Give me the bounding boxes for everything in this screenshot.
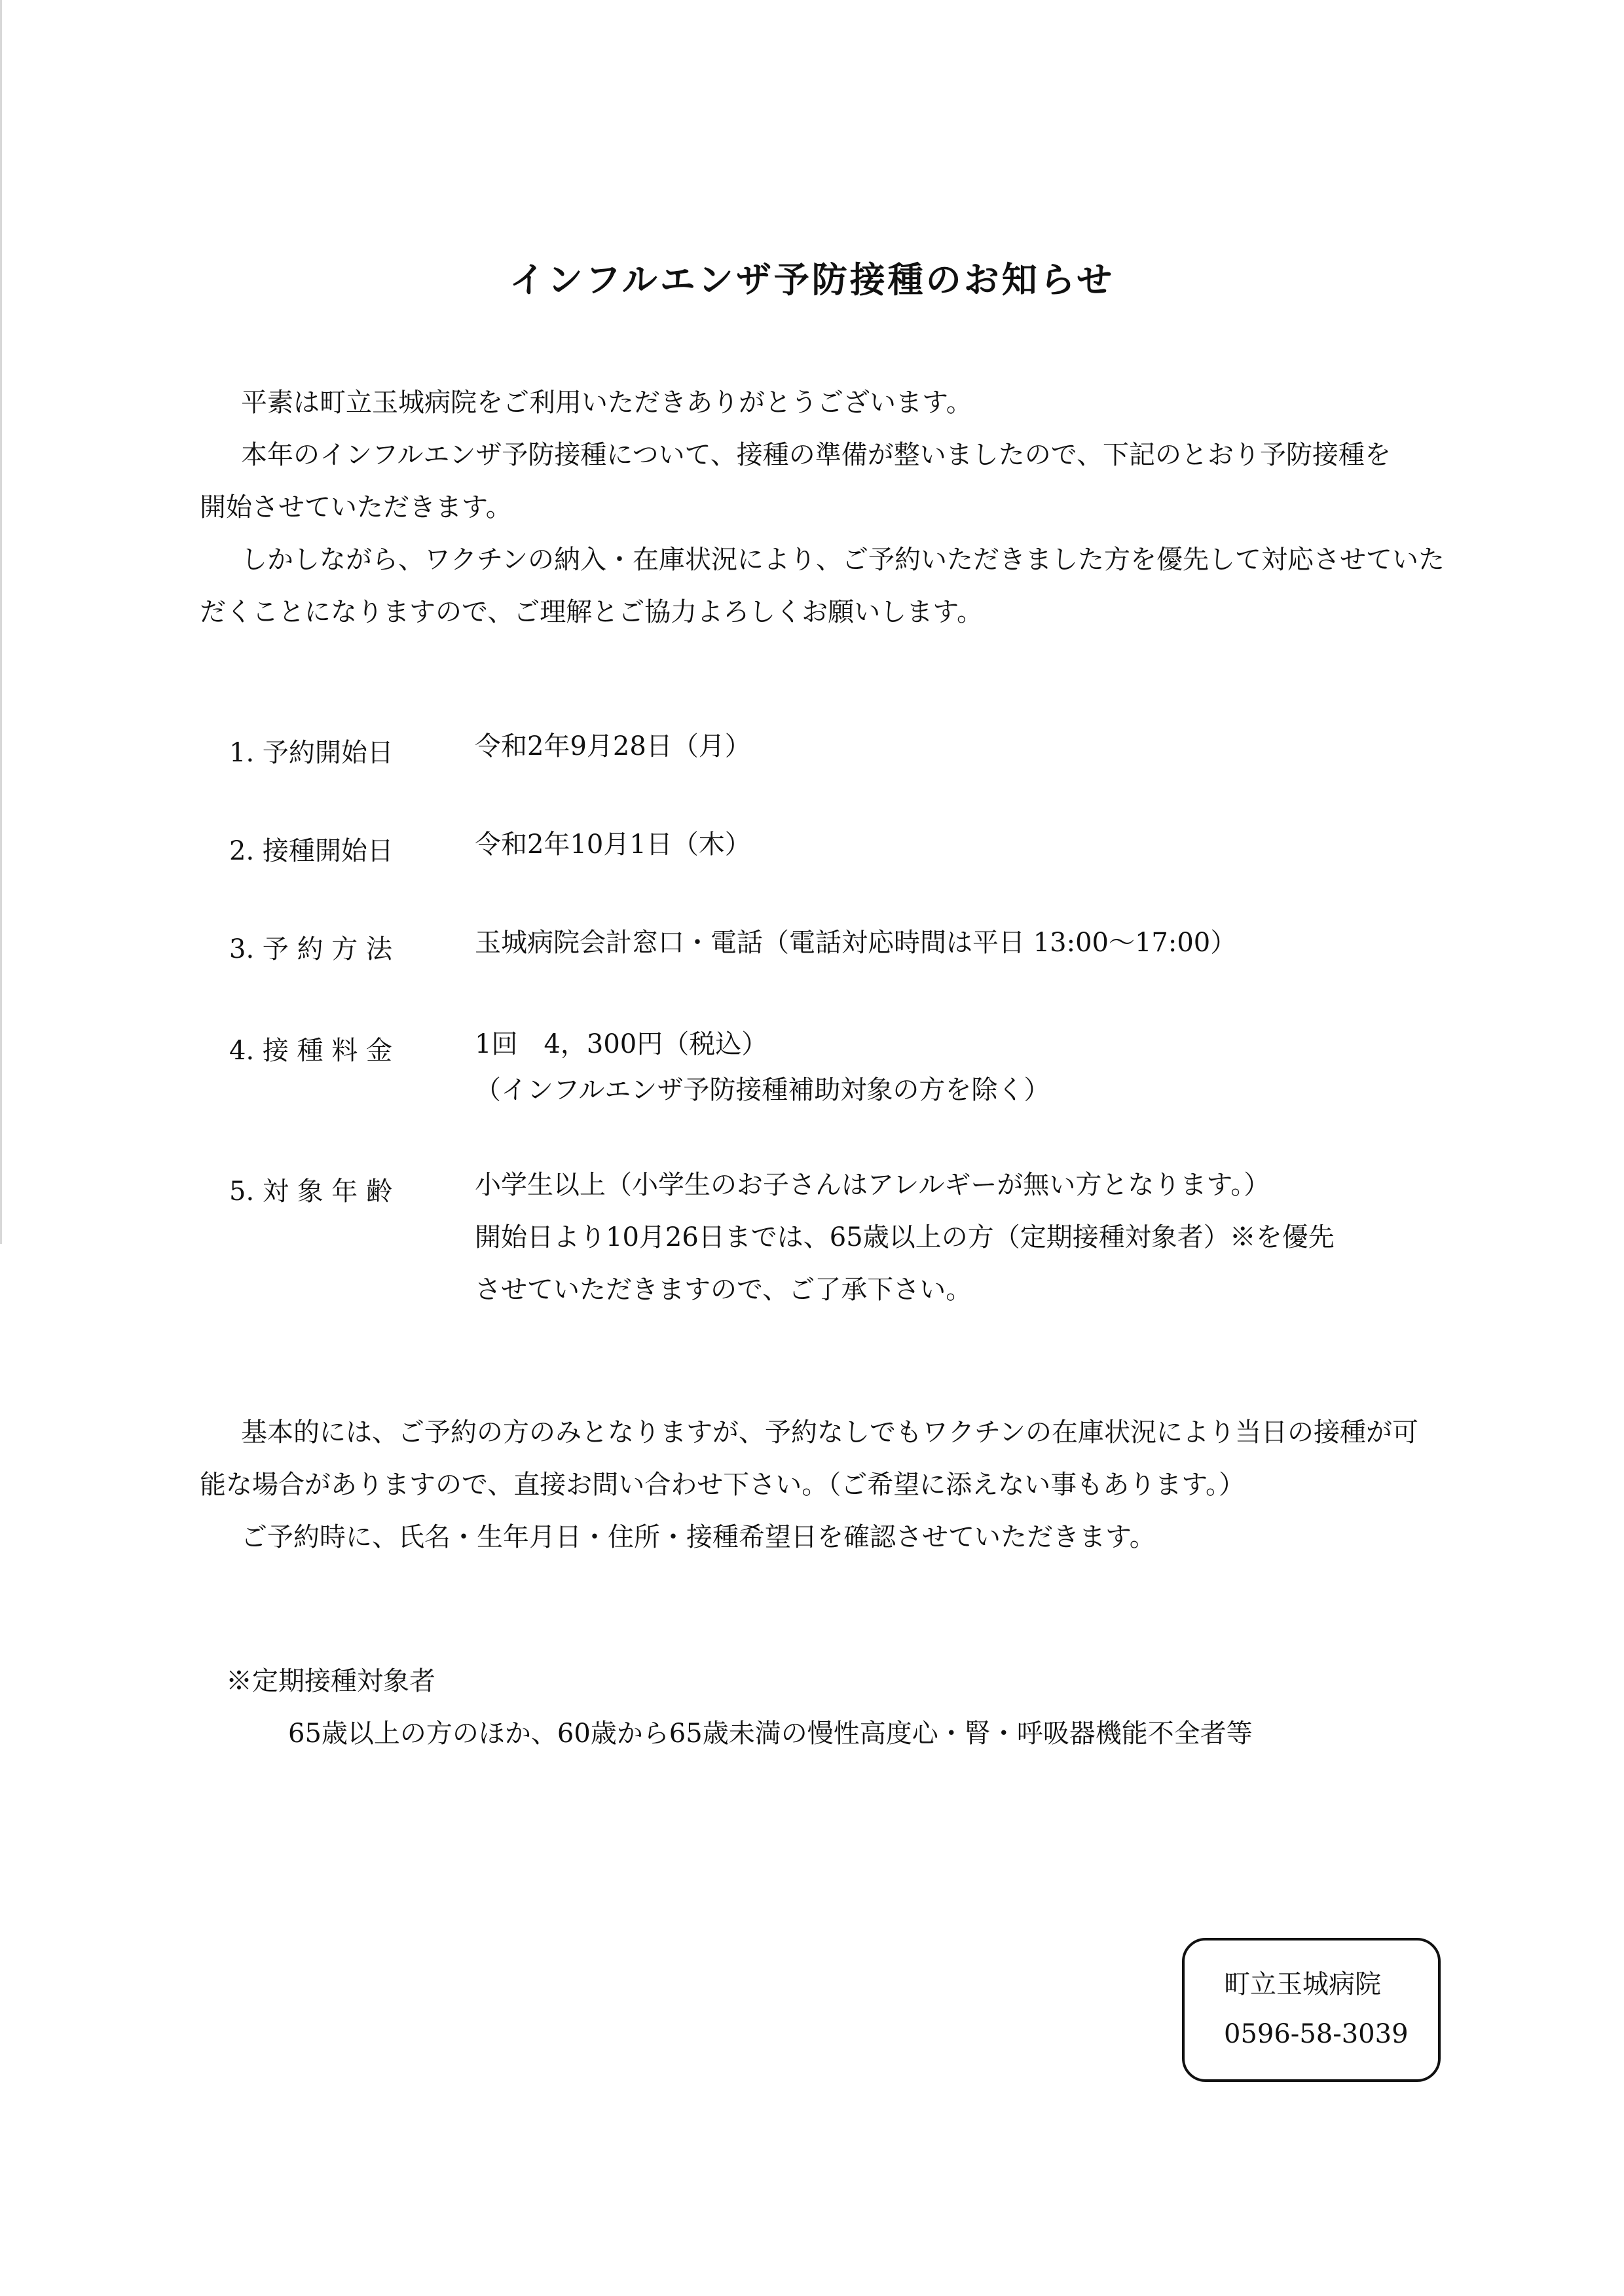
- item-1-value: 令和2年9月28日（月）: [475, 731, 751, 761]
- item-3-label: 3. 予 約 方 法: [229, 934, 393, 964]
- item-4-label: 4. 接 種 料 金: [229, 1036, 393, 1066]
- notice-title: インフルエンザ予防接種のお知らせ: [509, 259, 1115, 301]
- intro-line-5: だくことになりますので、ご理解とご協力よろしくお願いします。: [200, 597, 983, 627]
- item-2-label: 2. 接種開始日: [229, 836, 394, 866]
- notes-line-1: 基本的には、ご予約の方のみとなりますが、予約なしでもワクチンの在庫状況により当日の接種が可: [241, 1417, 1418, 1448]
- item-4-value-line-1: 1回 4，300円（税込）: [475, 1029, 768, 1059]
- item-1-label: 1. 予約開始日: [229, 738, 394, 768]
- item-5-value-line-3: させていただきますので、ご了承下さい。: [475, 1275, 972, 1305]
- item-5-value-line-2: 開始日より10月26日までは、65歳以上の方（定期接種対象者）※を優先: [475, 1222, 1335, 1252]
- contact-box: [1182, 1938, 1441, 2082]
- intro-line-4: しかしながら、ワクチンの納入・在庫状況により、ご予約いただきました方を優先して対応させていた: [241, 545, 1445, 575]
- item-4-value-line-2: （インフルエンザ予防接種補助対象の方を除く）: [475, 1075, 1050, 1105]
- item-5-value-line-1: 小学生以上（小学生のお子さんはアレルギーが無い方となります。）: [475, 1170, 1270, 1200]
- item-2-value: 令和2年10月1日（木）: [475, 829, 751, 860]
- notes-line-3: ご予約時に、氏名・生年月日・住所・接種希望日を確認させていただきます。: [241, 1522, 1156, 1552]
- intro-line-2: 本年のインフルエンザ予防接種について、接種の準備が整いましたので、下記のとおり予防接種を: [241, 440, 1391, 470]
- footnote-heading: ※定期接種対象者: [226, 1666, 435, 1696]
- footnote-text: 65歳以上の方のほか、60歳から65歳未満の慢性高度心・腎・呼吸器機能不全者等: [288, 1719, 1253, 1749]
- contact-phone: 0596-58-3039: [1224, 2019, 1409, 2049]
- intro-line-1: 平素は町立玉城病院をご利用いただきありがとうございます。: [241, 388, 972, 418]
- intro-line-3: 開始させていただきます。: [200, 492, 512, 522]
- notes-line-2: 能な場合がありますので、直接お問い合わせ下さい。（ご希望に添えない事もあります。）: [200, 1470, 1245, 1500]
- contact-hospital-name: 町立玉城病院: [1224, 1969, 1381, 1999]
- item-3-value: 玉城病院会計窓口・電話（電話対応時間は平日 13:00～17:00）: [475, 928, 1237, 958]
- scan-edge-shadow: [0, 0, 2, 1244]
- item-5-label: 5. 対 象 年 齢: [229, 1176, 393, 1207]
